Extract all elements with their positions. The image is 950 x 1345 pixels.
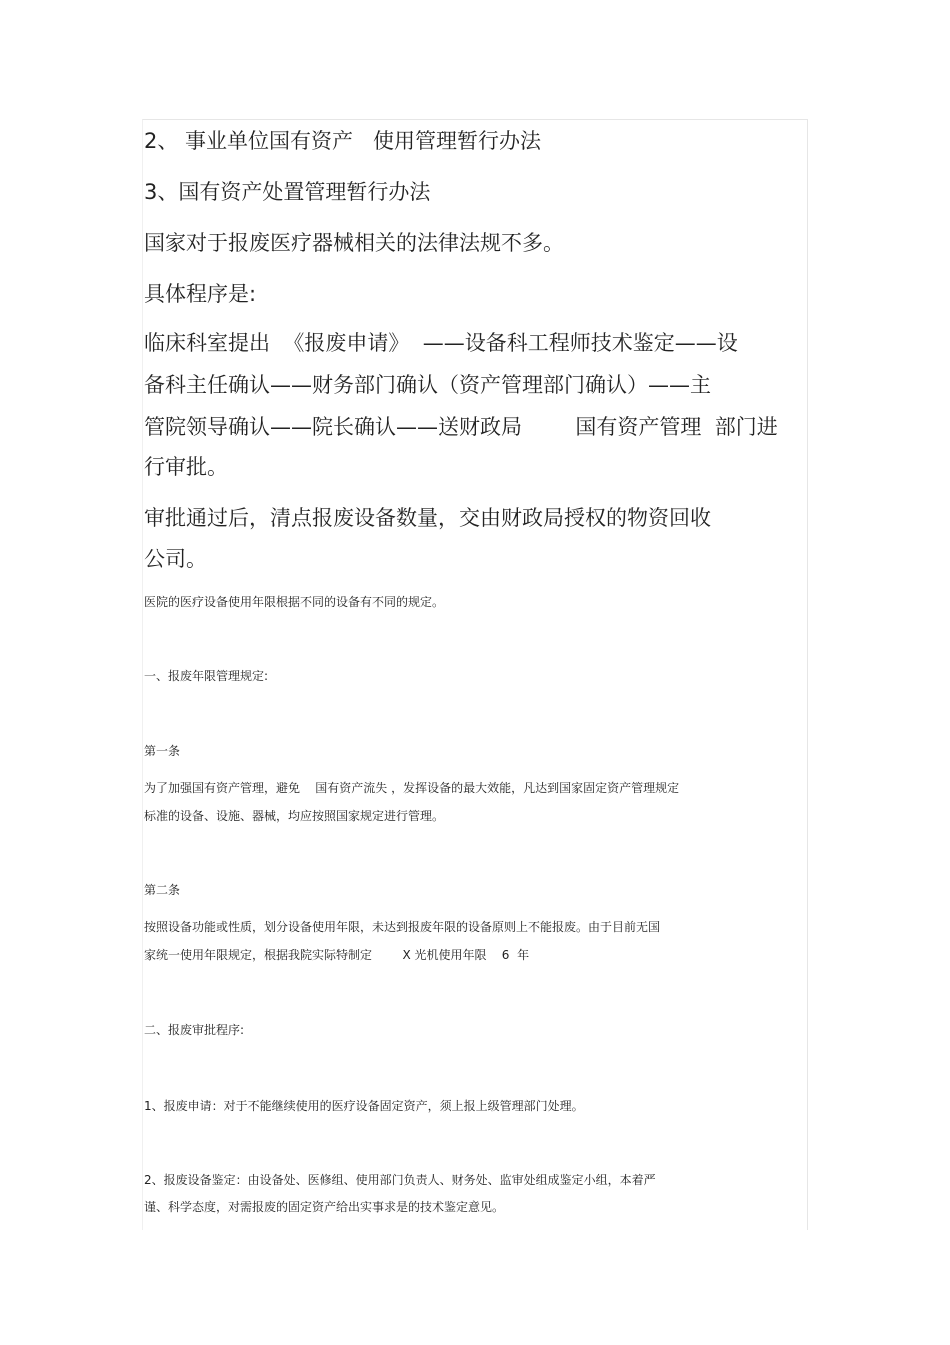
article-1-heading: 第一条 [144, 744, 181, 758]
step-2-line-2: 谨、科学态度，对需报废的固定资产给出实事求是的技术鉴定意见。 [144, 1200, 505, 1214]
article-1-line-2: 标准的设备、设施、器械，均应按照国家规定进行管理。 [144, 809, 445, 823]
after-approval-line-1: 审批通过后，清点报废设备数量，交由财政局授权的物资回收 [144, 506, 711, 530]
procedure-line-2: 备科主任确认——财务部门确认（资产管理部门确认）——主 [144, 373, 711, 397]
procedure-heading: 具体程序是: [144, 282, 257, 306]
procedure-line-1: 临床科室提出 《报废申请》 ——设备科工程师技术鉴定——设 [144, 331, 738, 355]
usage-years-intro: 医院的医疗设备使用年限根据不同的设备有不同的规定。 [144, 595, 445, 609]
article-2-heading: 第二条 [144, 883, 181, 897]
step-2-line-1: 2、报废设备鉴定：由设备处、医修组、使用部门负责人、财务处、监审处组成鉴定小组，本着严 [144, 1173, 656, 1187]
section-heading-2: 二、报废审批程序: [144, 1023, 245, 1037]
section-heading-1: 一、报废年限管理规定: [144, 669, 269, 683]
procedure-line-3: 管院领导确认——院长确认——送财政局 国有资产管理 部门进 [144, 415, 778, 439]
regulation-note: 国家对于报废医疗器械相关的法律法规不多。 [144, 231, 564, 255]
after-approval-line-2: 公司。 [144, 547, 207, 571]
law-item-2: 2、 事业单位国有资产 使用管理暂行办法 [144, 129, 542, 153]
article-2-line-1: 按照设备功能或性质，划分设备使用年限，未达到报废年限的设备原则上不能报废。由于目前无国 [144, 920, 661, 934]
law-item-3: 3、国有资产处置管理暂行办法 [144, 180, 431, 204]
article-1-line-1: 为了加强国有资产管理，避免 国有资产流失 ，发挥设备的最大效能，凡达到国家固定资产管理规定 [144, 781, 680, 795]
procedure-line-4: 行审批。 [144, 455, 228, 479]
step-1: 1、报废申请：对于不能继续使用的医疗设备固定资产，须上报上级管理部门处理。 [144, 1099, 584, 1113]
article-2-line-2: 家统一使用年限规定，根据我院实际特制定 X 光机使用年限 6 年 [144, 948, 530, 962]
